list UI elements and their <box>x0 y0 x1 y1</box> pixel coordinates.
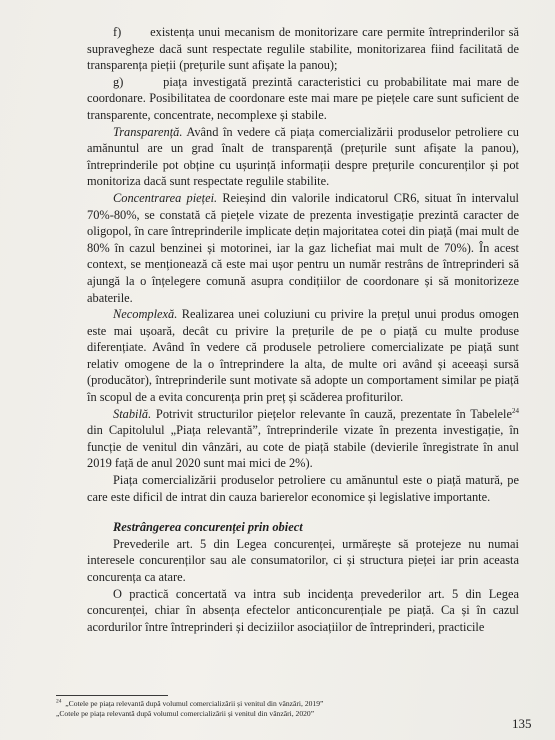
text-noncomplex: Realizarea unei coluziuni cu privire la prețul unui produs omogen este mai ușoară, decât cu privire la prețurile de pe o piață cu multe produse diferențiate. Având în vedere că produsele petroliere comercializate pe piață sunt relativ omogene de la o întreprindere la alta, de multe ori având și aceeași sursă (producător), întreprinderile sunt motivate să adopte un comportament similar pe piață în scopul de a evita concurența prin preț și scăderea profiturilor. <box>87 307 519 405</box>
text-mature-market: Piața comercializării produselor petroliere cu amănuntul este o piață matură, pe care este dificil de intrat din cauza barierelor economice și legislative importante. <box>87 473 519 504</box>
text-concentration: Reieșind din valorile indicatorul CR6, situat în intervalul 70%-80%, se constată că piețele vizate de prezenta investigație prezintă caracter de oligopol, în care întreprinderile implicate dețin majoritatea cotei din piață (mai mult de 80% în cazul benzinei și motorinei, iar la gaz lichefiat mai mult de 70%). În acest context, se menționează că este mai ușor pentru un număr restrâns de întreprinderi să ajungă la o înțelegere comună asupra condițiilor de coordonare și să monitorizeze abaterile. <box>87 190 519 305</box>
footnote-text-1: „Cotele pe piața relevantă după volumul comercializării și venitul din vânzări, 2019” <box>65 699 324 708</box>
text-stable-b: din Capitolulul „Piața relevantă”, întreprinderile vizate în prezenta investigație, în funcție de venitul din vânzări, au cote de piață stabile (devierile înregistrate în anul 2019 față de anul 2020 sunt mai mici de 2%). <box>87 423 519 471</box>
text-transparency: Având în vedere că piața comercializării produselor petroliere cu amănuntul are un grad înalt de transparență (prețurile sunt afișate la panou), întreprinderile pot obține cu ușurință informații despre prețurile concurenților și pot monitoriza dacă sunt respectate regulile stabilite. <box>87 124 519 189</box>
paragraph-stable <box>87 406 519 472</box>
text-concerted-practice: O practică concertată va intra sub incidența prevederilor art. 5 din Legea concurenței, chiar în absența efectelor anticoncurențiale pe piață. Ca și în cazul acordurilor între întreprinderi și deciziilor asociațiilor de întreprinderi, practicile <box>87 586 519 634</box>
footnote-divider <box>56 695 168 696</box>
body-text <box>87 24 519 635</box>
footnote-number: 24 <box>56 698 62 705</box>
footnote-line-2 <box>56 709 436 719</box>
paragraph-transparency <box>87 124 519 190</box>
list-item-f <box>87 24 519 74</box>
text-stable-a: Potrivit structurilor piețelor relevante în cauză, prezentate în Tabelele <box>155 406 512 421</box>
section-heading: Restrângerea concurenței prin obiect <box>113 520 303 535</box>
list-item-g <box>87 74 519 124</box>
footnote-text-2: „Cotele pe piața relevantă după volumul comercializării și venitul din vânzări, 2020” <box>56 709 315 718</box>
list-text-f: existența unui mecanism de monitorizare care permite întreprinderilor să supravegheze dacă sunt respectate regulile stabilite, monitorizarea fiind facilitată de transparența pieții (prețurile sunt afișate la panou); <box>87 25 519 73</box>
paragraph-concentration <box>87 190 519 306</box>
list-letter-f: f) <box>113 25 122 39</box>
footnotes <box>56 699 436 719</box>
paragraph-noncomplex <box>87 306 519 406</box>
paragraph-mature-market <box>87 472 519 505</box>
footnote-line-1 <box>56 699 436 709</box>
paragraph-concerted-practice <box>87 586 519 636</box>
list-text-g: piața investigată prezintă caracteristici cu probabilitate mai mare de coordonare. Posibilitatea de coordonare este mai mare pe piețele care sunt suficient de transparente, concentrate, necomplexe și stabile. <box>87 74 519 122</box>
paragraph-art5 <box>87 536 519 586</box>
list-letter-g: g) <box>113 74 124 89</box>
text-art5: Prevederile art. 5 din Legea concurenței, urmărește să protejeze nu numai interesele concurenților sau ale consumatorilor, ci și structura pieței iar prin aceasta concurența ca atare. <box>87 536 519 584</box>
term-stable: Stabilă. <box>113 406 152 421</box>
footnote-ref: 24 <box>511 406 519 415</box>
term-transparency: Transparență. <box>113 124 183 139</box>
page-number: 135 <box>512 716 532 731</box>
term-noncomplex: Necomplexă. <box>113 307 178 322</box>
term-concentration: Concentrarea pieței. <box>113 190 218 205</box>
